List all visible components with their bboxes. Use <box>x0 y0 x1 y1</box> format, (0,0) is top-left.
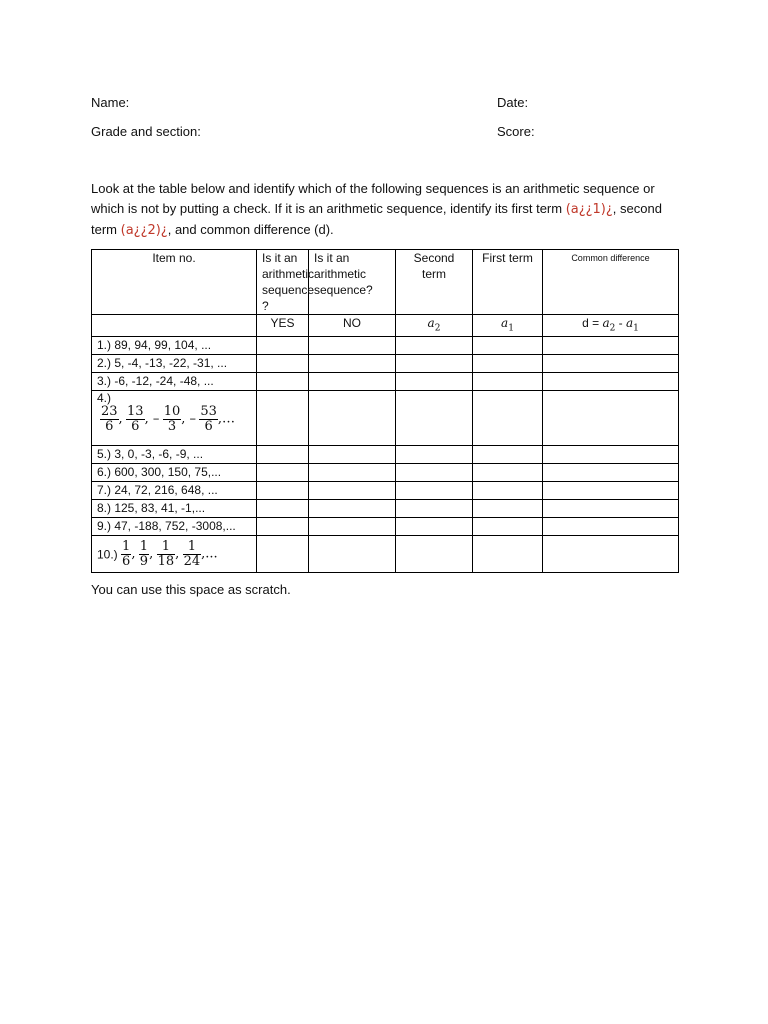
blank-subheader-cell <box>92 315 257 337</box>
item-10-frac-4: $\frac{1}{24}$ <box>183 538 201 569</box>
item-10-frac-3: $\frac{1}{18}$ <box>157 538 175 569</box>
d-minus: - <box>615 316 627 330</box>
table-row <box>92 355 679 373</box>
a2-subheader <box>396 315 473 337</box>
common-difference-header: Common difference <box>543 250 679 315</box>
item-4-label: 4.) <box>97 391 112 406</box>
item-10-label: 10.) <box>97 547 118 562</box>
first-term-cell-9[interactable] <box>473 518 543 536</box>
yes-cell-1[interactable] <box>257 337 309 355</box>
common-diff-cell-7[interactable] <box>543 482 679 500</box>
first-term-cell-8[interactable] <box>473 500 543 518</box>
common-diff-cell-9[interactable] <box>543 518 679 536</box>
no-cell-1[interactable] <box>309 337 396 355</box>
yes-cell-9[interactable] <box>257 518 309 536</box>
item-10-frac-1: $\frac{1}{6}$ <box>122 538 131 569</box>
table-subheader-row <box>92 315 679 337</box>
d-formula-subheader <box>543 315 679 337</box>
item-1: 1.) 89, 94, 99, 104, ... <box>92 337 257 355</box>
second-term-cell-3[interactable] <box>396 373 473 391</box>
item-4: 4.) $\frac{23}{6}$ , $\frac{13}{6}$ , – $\frac{10}{3}$ , – $\frac{53}{6}$ ,… <box>92 391 257 446</box>
first-term-cell-1[interactable] <box>473 337 543 355</box>
yes-cell-5[interactable] <box>257 446 309 464</box>
table-row <box>92 446 679 464</box>
common-diff-cell-5[interactable] <box>543 446 679 464</box>
table-row <box>92 500 679 518</box>
first-term-header: First term <box>473 250 543 315</box>
d-formula-prefix: d = <box>582 316 603 330</box>
first-term-cell-5[interactable] <box>473 446 543 464</box>
no-column-header: Is it an arithmetic sequence? <box>309 250 396 315</box>
common-diff-cell-8[interactable] <box>543 500 679 518</box>
a1-sub: 1 <box>508 323 514 334</box>
table-row <box>92 391 679 446</box>
item-4-frac-2: $\frac{13}{6}$ <box>127 404 144 435</box>
first-term-cell-4[interactable] <box>473 391 543 446</box>
d-a2-base: a <box>602 316 610 330</box>
second-term-cell-9[interactable] <box>396 518 473 536</box>
table-row <box>92 518 679 536</box>
instructions <box>91 179 681 241</box>
instructions-part3: , and common difference (d). <box>167 222 334 237</box>
a1-base: a <box>501 316 509 330</box>
scratch-note: You can use this space as scratch. <box>91 582 291 597</box>
common-diff-cell-2[interactable] <box>543 355 679 373</box>
yes-cell-8[interactable] <box>257 500 309 518</box>
no-cell-7[interactable] <box>309 482 396 500</box>
date-label: Date: <box>497 95 529 110</box>
yes-cell-7[interactable] <box>257 482 309 500</box>
second-term-cell-5[interactable] <box>396 446 473 464</box>
d-a1-base: a <box>626 316 634 330</box>
no-cell-4[interactable] <box>309 391 396 446</box>
item-10: 10.) $\frac{1}{6}$ , $\frac{1}{9}$ , $\frac{1}{18}$ , $\frac{1}{24}$ ,... <box>92 536 257 573</box>
item-10-frac-2: $\frac{1}{9}$ <box>139 538 149 569</box>
yes-cell-6[interactable] <box>257 464 309 482</box>
no-cell-10[interactable] <box>309 536 396 573</box>
sequence-table <box>91 249 679 573</box>
second-term-cell-4[interactable] <box>396 391 473 446</box>
first-term-cell-10[interactable] <box>473 536 543 573</box>
a1-subheader <box>473 315 543 337</box>
grade-section-label: Grade and section: <box>91 124 201 139</box>
table-header-row <box>92 250 679 315</box>
second-term-cell-1[interactable] <box>396 337 473 355</box>
name-label: Name: <box>91 95 130 110</box>
yes-cell-2[interactable] <box>257 355 309 373</box>
no-cell-3[interactable] <box>309 373 396 391</box>
table-row <box>92 536 679 573</box>
item-9: 9.) 47, -188, 752, -3008,... <box>92 518 257 536</box>
common-diff-cell-1[interactable] <box>543 337 679 355</box>
second-term-cell-7[interactable] <box>396 482 473 500</box>
d-a2-sub: 2 <box>609 323 616 334</box>
instructions-part2: , second term <box>91 201 662 237</box>
no-cell-9[interactable] <box>309 518 396 536</box>
common-diff-cell-4[interactable] <box>543 391 679 446</box>
no-subheader: NO <box>309 315 396 337</box>
yes-cell-3[interactable] <box>257 373 309 391</box>
yes-column-header: Is it an arithmetic sequence ? <box>257 250 309 315</box>
no-cell-6[interactable] <box>309 464 396 482</box>
first-term-cell-2[interactable] <box>473 355 543 373</box>
yes-subheader: YES <box>257 315 309 337</box>
second-term-cell-6[interactable] <box>396 464 473 482</box>
second-term-header: Second term <box>396 250 473 315</box>
item-6: 6.) 600, 300, 150, 75,... <box>92 464 257 482</box>
a2-base: a <box>427 316 435 330</box>
second-term-cell-2[interactable] <box>396 355 473 373</box>
item-4-frac-4: $\frac{53}{6}$ <box>200 404 217 435</box>
common-diff-cell-3[interactable] <box>543 373 679 391</box>
yes-cell-10[interactable] <box>257 536 309 573</box>
item-3: 3.) -6, -12, -24, -48, ... <box>92 373 257 391</box>
instructions-part1: Look at the table below and identify which of the following sequences is an arithmetic sequence or which is not by putting a check. If it is an arithmetic sequence, identify its first term <box>91 181 655 216</box>
d-a1-sub: 1 <box>633 323 639 334</box>
table-row <box>92 373 679 391</box>
item-8: 8.) 125, 83, 41, -1,... <box>92 500 257 518</box>
table-row <box>92 482 679 500</box>
first-term-symbol: (a¿¿1)¿ <box>565 202 613 217</box>
first-term-cell-6[interactable] <box>473 464 543 482</box>
first-term-cell-3[interactable] <box>473 373 543 391</box>
item-5: 5.) 3, 0, -3, -6, -9, ... <box>92 446 257 464</box>
no-cell-8[interactable] <box>309 500 396 518</box>
a2-sub: 2 <box>434 323 441 334</box>
second-term-cell-10[interactable] <box>396 536 473 573</box>
item-4-frac-3: $\frac{10}{3}$ <box>163 404 181 435</box>
table-row <box>92 464 679 482</box>
common-diff-cell-10[interactable] <box>543 536 679 573</box>
no-cell-5[interactable] <box>309 446 396 464</box>
item-7: 7.) 24, 72, 216, 648, ... <box>92 482 257 500</box>
first-term-cell-7[interactable] <box>473 482 543 500</box>
score-label: Score: <box>497 124 535 139</box>
second-term-symbol: (a¿¿2)¿ <box>120 223 168 238</box>
table-row <box>92 337 679 355</box>
item-2: 2.) 5, -4, -13, -22, -31, ... <box>92 355 257 373</box>
common-diff-cell-6[interactable] <box>543 464 679 482</box>
item-no-header: Item no. <box>92 250 257 315</box>
item-4-frac-1: $\frac{23}{6}$ <box>101 404 118 435</box>
yes-cell-4[interactable] <box>257 391 309 446</box>
second-term-cell-8[interactable] <box>396 500 473 518</box>
no-cell-2[interactable] <box>309 355 396 373</box>
